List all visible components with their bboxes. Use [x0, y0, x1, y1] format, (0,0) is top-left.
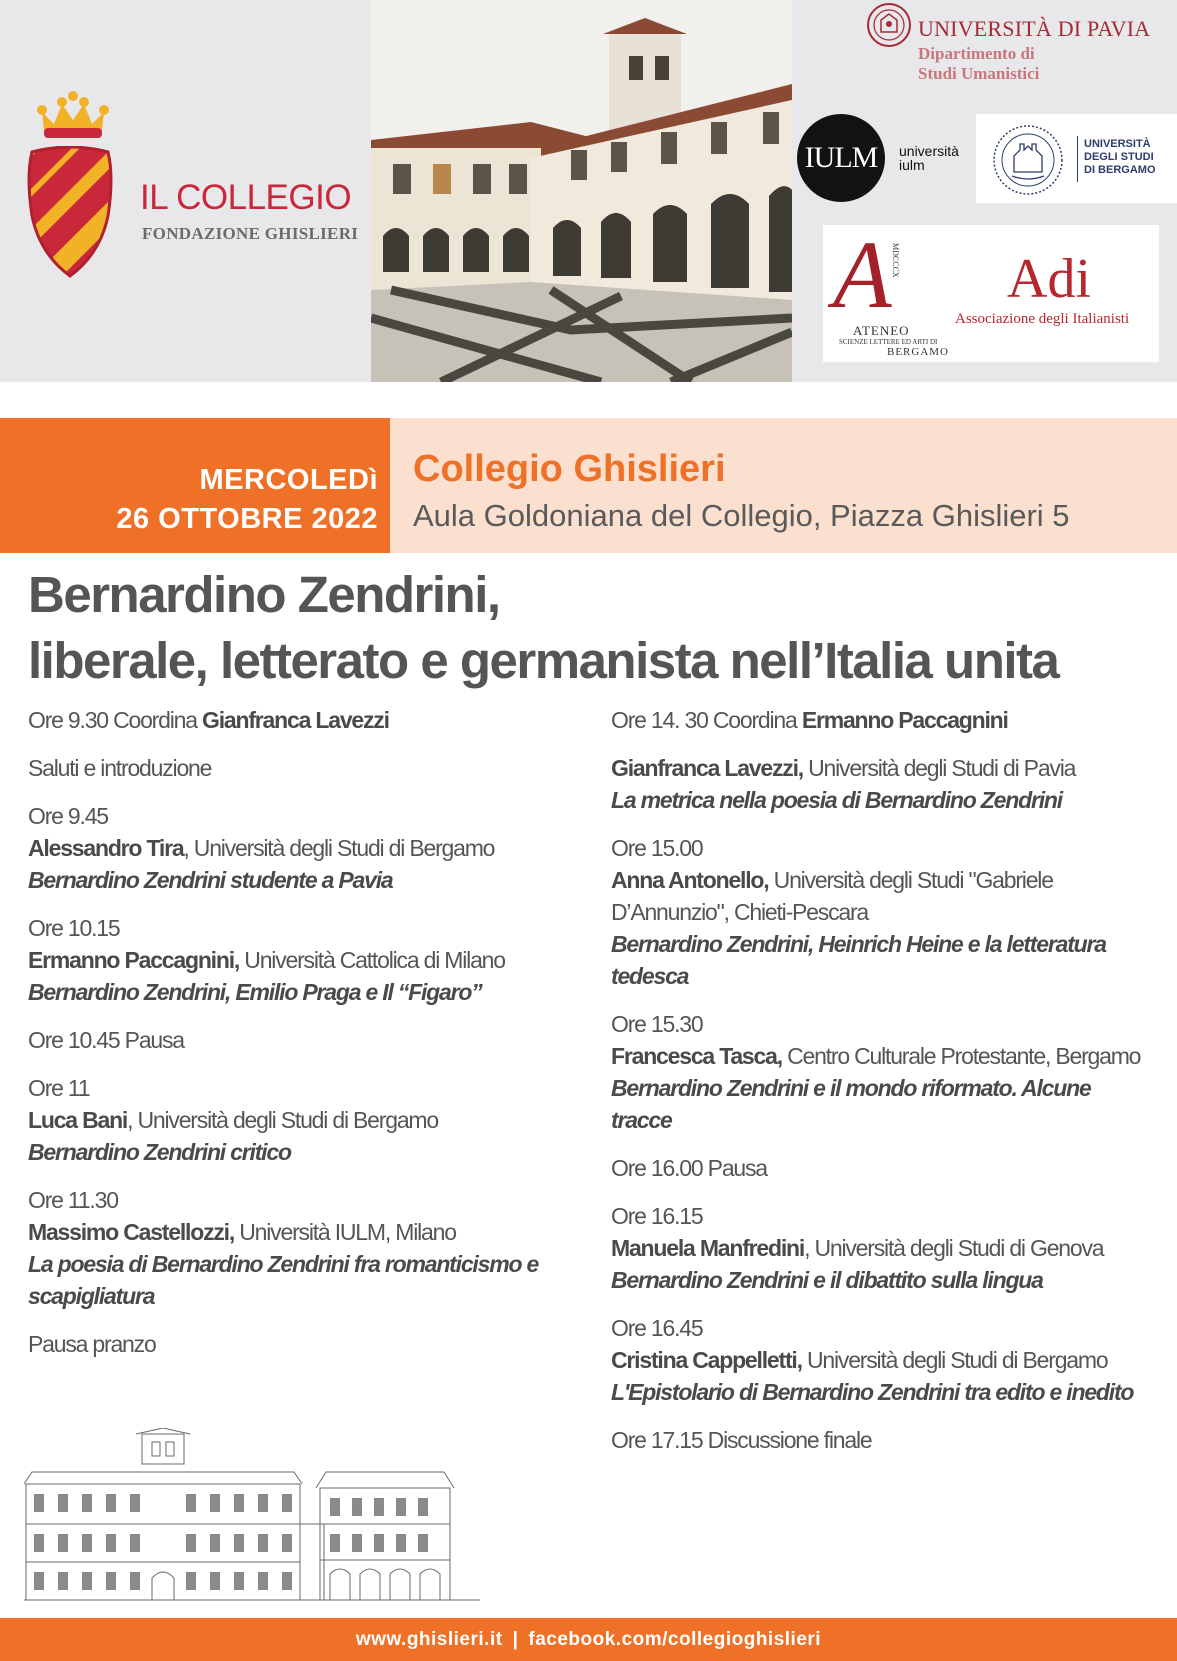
venue-name: Collegio Ghislieri: [413, 448, 726, 490]
ateneo-city: BERGAMO: [887, 346, 950, 358]
program-entry: [28, 912, 578, 1008]
chair-name: Gianfranca Lavezzi: [202, 707, 389, 733]
entry-speaker-line: [611, 864, 1156, 928]
event-date-box: [0, 418, 390, 553]
unipv-dept-line1: Dipartimento di: [918, 44, 1035, 63]
entry-time: Ore 16.15: [611, 1203, 703, 1229]
entry-speaker-line: [28, 944, 578, 976]
event-date: 26 OTTOBRE 2022: [116, 503, 378, 535]
pavia-seal-icon: [866, 2, 912, 48]
talk-title: L'Epistolario di Bernardino Zendrini tra edito e inedito: [611, 1379, 1134, 1405]
lunch-break: Pausa pranzo: [28, 1331, 156, 1357]
unibg-line3: DI BERGAMO: [1084, 164, 1156, 176]
ateneo-letter: A: [833, 221, 892, 328]
entry-speaker-line: [28, 1216, 578, 1248]
entry-speaker-line: [28, 1104, 578, 1136]
adi-subtitle: Associazione degli Italianisti: [955, 311, 1130, 327]
event-info-band: [0, 418, 1177, 553]
entry-speaker-line: [611, 1344, 1156, 1376]
entry-speaker-line: [611, 752, 1156, 784]
event-weekday: MERCOLEDì: [199, 464, 378, 496]
speaker-affiliation: , Università degli Studi di Genova: [804, 1235, 1104, 1261]
program-entry: [28, 1072, 578, 1168]
closing-discussion: Ore 17.15 Discussione finale: [611, 1427, 872, 1453]
universita-pavia-logo: [866, 2, 1177, 92]
ateneo-title: ATENEO: [853, 323, 910, 338]
ateneo-subtitle: SCIENZE LETTERE ED ARTI DI: [839, 338, 938, 346]
title-line1: Bernardino Zendrini,: [28, 566, 500, 623]
chair-prefix: Ore 14. 30 Coordina: [611, 707, 797, 733]
courtyard-photo: [371, 0, 792, 382]
speaker-name: Alessandro Tira: [28, 835, 184, 861]
speaker-name: Ermanno Paccagnini,: [28, 947, 240, 973]
partner-logos-box: [823, 221, 1159, 362]
chair-name: Ermanno Paccagnini: [801, 707, 1008, 733]
talk-title: Bernardino Zendrini studente a Pavia: [28, 867, 393, 893]
unibg-line2: DEGLI STUDI: [1084, 151, 1154, 163]
talk-title: Bernardino Zendrini e il dibattito sulla lingua: [611, 1267, 1043, 1293]
universita-bergamo-logo: [976, 114, 1177, 203]
event-title: [28, 562, 1158, 694]
speaker-name: Massimo Castellozzi,: [28, 1219, 235, 1245]
title-line2: liberale, letterato e germanista nell’Italia unita: [28, 632, 1059, 689]
talk-title: Bernardino Zendrini critico: [28, 1139, 291, 1165]
iulm-wordmark: [899, 144, 959, 172]
program-entry: [611, 752, 1156, 816]
adi-logo-name: Adi: [1007, 248, 1091, 310]
header-logos-banner: [0, 0, 1177, 382]
chair-prefix: Ore 9.30 Coordina: [28, 707, 197, 733]
program-entry: [28, 1184, 578, 1312]
speaker-affiliation: Università IULM, Milano: [234, 1219, 456, 1245]
entry-time: Ore 10.15: [28, 915, 120, 941]
intro: Saluti e introduzione: [28, 755, 212, 781]
speaker-name: Cristina Cappelletti,: [611, 1347, 802, 1373]
program-entry: [611, 1312, 1156, 1408]
entry-time: Ore 11: [28, 1075, 90, 1101]
speaker-affiliation: Università degli Studi di Pavia: [802, 755, 1076, 781]
entry-time: Ore 9.45: [28, 803, 108, 829]
unipv-name: UNIVERSITÀ DI PAVIA: [918, 16, 1151, 41]
footer-links: [0, 1618, 1177, 1661]
program-morning: [28, 704, 578, 1376]
crown-icon: [36, 90, 110, 140]
unipv-dept-line2: Studi Umanistici: [918, 64, 1040, 83]
iulm-line2: iulm: [899, 157, 925, 173]
palazzo-drawing-illustration: [24, 1428, 480, 1604]
entry-time: Ore 15.00: [611, 835, 703, 861]
speaker-name: Anna Antonello,: [611, 867, 769, 893]
program-entry: [611, 832, 1156, 992]
morning-chair: [28, 704, 578, 736]
entry-time: Ore 16.45: [611, 1315, 703, 1341]
facebook-link[interactable]: facebook.com/collegioghislieri: [528, 1629, 822, 1650]
iulm-logo: [797, 114, 977, 204]
entry-speaker-line: [611, 1232, 1156, 1264]
speaker-affiliation: Università degli Studi di Bergamo: [801, 1347, 1108, 1373]
footer-separator: |: [512, 1629, 519, 1650]
program-afternoon: [611, 704, 1156, 1472]
venue-address: Aula Goldoniana del Collegio, Piazza Ghislieri 5: [413, 498, 1070, 533]
unibg-separator: [1077, 136, 1078, 182]
speaker-name: Francesca Tasca,: [611, 1043, 782, 1069]
speaker-affiliation: , Università degli Studi di Bergamo: [183, 835, 495, 861]
program-entry: [28, 800, 578, 896]
bergamo-seal-icon: [990, 122, 1066, 198]
morning-pause: Ore 10.45 Pausa: [28, 1027, 184, 1053]
collegio-name: IL COLLEGIO: [140, 178, 352, 217]
program-entry: [611, 1200, 1156, 1296]
unibg-line1: UNIVERSITÀ: [1084, 138, 1151, 150]
collegio-ghislieri-logo: [18, 90, 368, 290]
iulm-line1: università: [899, 143, 959, 159]
speaker-affiliation: Centro Culturale Protestante, Bergamo: [781, 1043, 1141, 1069]
entry-time: Ore 15.30: [611, 1011, 703, 1037]
talk-title: La metrica nella poesia di Bernardino Zendrini: [611, 787, 1062, 813]
entry-time: Ore 11.30: [28, 1187, 118, 1213]
speaker-affiliation: Università degli Studi "Gabriele D’Annunzio", Chieti-Pescara: [611, 867, 1053, 925]
speaker-affiliation: Università Cattolica di Milano: [239, 947, 505, 973]
speaker-name: Manuela Manfredini: [611, 1235, 805, 1261]
program-entry: [611, 1008, 1156, 1136]
talk-title: Bernardino Zendrini e il mondo riformato. Alcune tracce: [611, 1075, 1091, 1133]
unipv-department: [918, 44, 1039, 84]
talk-title: La poesia di Bernardino Zendrini fra romanticismo e scapigliatura: [28, 1251, 539, 1309]
entry-speaker-line: [28, 832, 578, 864]
unibg-wordmark: [1084, 138, 1156, 177]
website-link[interactable]: www.ghislieri.it: [355, 1629, 503, 1650]
talk-title: Bernardino Zendrini, Heinrich Heine e la letteratura tedesca: [611, 931, 1106, 989]
shield-icon: [22, 146, 118, 278]
afternoon-chair: [611, 704, 1156, 736]
collegio-subtitle: FONDAZIONE GHISLIERI: [142, 224, 359, 243]
iulm-mark: IULM: [797, 114, 885, 202]
ateneo-roman-date: MDCCCX: [891, 243, 900, 278]
speaker-name: Luca Bani: [28, 1107, 128, 1133]
entry-speaker-line: [611, 1040, 1156, 1072]
talk-title: Bernardino Zendrini, Emilio Praga e Il “Figaro”: [28, 979, 482, 1005]
afternoon-pause: Ore 16.00 Pausa: [611, 1155, 767, 1181]
speaker-affiliation: , Università degli Studi di Bergamo: [127, 1107, 438, 1133]
speaker-name: Gianfranca Lavezzi,: [611, 755, 803, 781]
